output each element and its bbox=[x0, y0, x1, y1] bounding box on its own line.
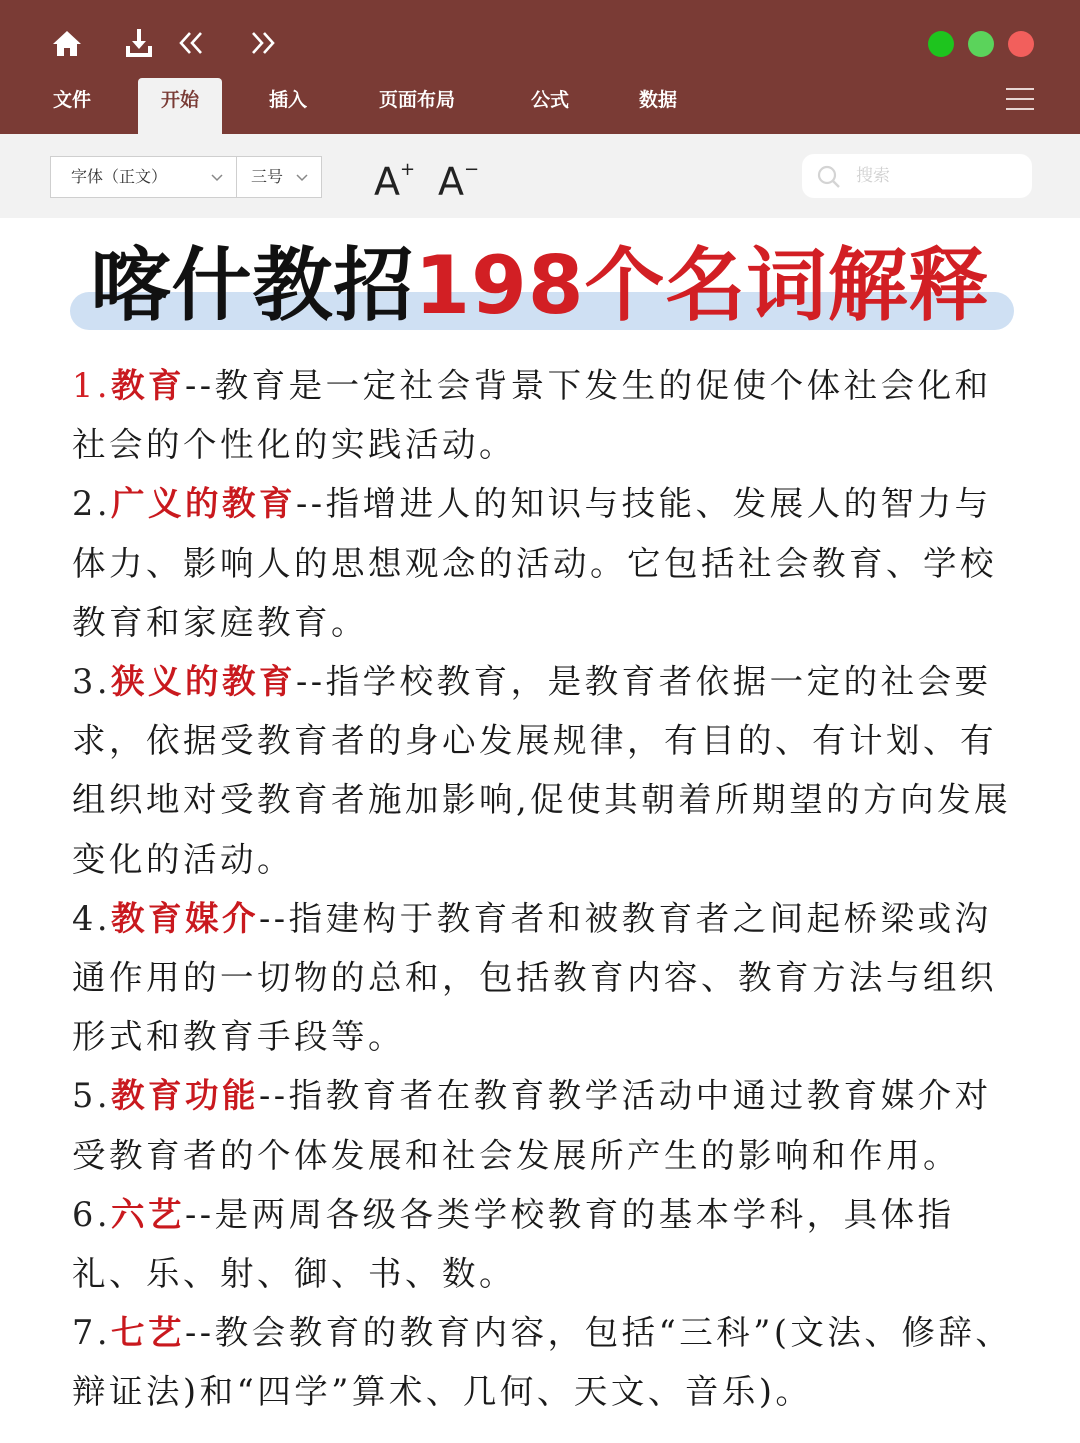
entry-text: --教育是一定社会背景下发生的促使个体社会化和社会的个性化的实践活动。 bbox=[72, 366, 992, 465]
font-family-select[interactable] bbox=[50, 156, 237, 198]
list-item bbox=[72, 1185, 1028, 1303]
entry-number: 3. bbox=[72, 662, 111, 702]
entry-term: 教育媒介 bbox=[110, 898, 259, 938]
tab-home[interactable]: 开始 bbox=[138, 78, 222, 134]
entry-number: 4. bbox=[72, 898, 111, 938]
entry-term: 教育 bbox=[110, 366, 185, 405]
list-item bbox=[72, 889, 1028, 1067]
title-bar bbox=[0, 0, 1080, 134]
entry-text: --指增进人的知识与技能、发展人的智力与体力、影响人的思想观念的活动。它包括社会教育、学校教育和家庭教育。 bbox=[72, 484, 997, 642]
entry-number: 6. bbox=[72, 1194, 111, 1234]
font-size-select[interactable] bbox=[236, 156, 322, 198]
font-size-value: 三号 bbox=[251, 167, 284, 186]
entry-term: 六艺 bbox=[110, 1194, 185, 1234]
entry-text: --指教育者在教育教学活动中通过教育媒介对受教育者的个体发展和社会发展所产生的影响和作用。 bbox=[72, 1076, 992, 1175]
list-item bbox=[72, 1066, 1028, 1184]
entry-term: 教育功能 bbox=[110, 1076, 259, 1116]
double-chevron-right-icon[interactable] bbox=[246, 26, 280, 60]
window-control-red-dot[interactable] bbox=[1008, 31, 1034, 57]
entry-number: 5. bbox=[72, 1076, 111, 1116]
tab-formula[interactable]: 公式 bbox=[530, 89, 569, 111]
list-item bbox=[72, 652, 1028, 889]
window-control-green-dot[interactable] bbox=[928, 31, 954, 57]
download-icon[interactable] bbox=[122, 26, 156, 60]
window-control-lightgreen-dot[interactable] bbox=[968, 31, 994, 57]
list-item bbox=[72, 474, 1028, 652]
entry-number: 7. bbox=[72, 1313, 111, 1353]
document-heading bbox=[0, 236, 1080, 346]
tab-file[interactable]: 文件 bbox=[52, 89, 91, 111]
entry-term: 广义的教育 bbox=[110, 484, 296, 524]
hamburger-menu-icon[interactable] bbox=[1006, 88, 1034, 112]
ribbon-tabs bbox=[0, 78, 1080, 134]
entry-text: --指建构于教育者和被教育者之间起桥梁或沟通作用的一切物的总和，包括教育内容、教育方法与组织形式和教育手段等。 bbox=[72, 898, 997, 1057]
tab-insert[interactable]: 插入 bbox=[268, 89, 307, 111]
font-family-value: 字体（正文） bbox=[71, 167, 168, 186]
entry-number: 2. bbox=[72, 484, 111, 524]
entry-text: --教会教育的教育内容，包括“三科”(文法、修辞、辩证法)和“四学”算术、几何、天文、音乐)。 bbox=[72, 1313, 1013, 1412]
format-toolbar bbox=[0, 134, 1080, 218]
tab-data[interactable]: 数据 bbox=[638, 89, 677, 111]
double-chevron-left-icon[interactable] bbox=[174, 26, 208, 60]
title-black-part: 喀什教招 bbox=[90, 239, 415, 332]
increase-font-button[interactable]: A+ bbox=[374, 159, 416, 204]
decrease-font-button[interactable]: A− bbox=[438, 159, 480, 204]
title-red-part: 198个名词解释 bbox=[414, 239, 990, 332]
list-item bbox=[72, 356, 1028, 474]
chevron-down-icon bbox=[210, 171, 224, 185]
entry-text: --是两周各级各类学校教育的基本学科，具体指礼、乐、射、御、书、数。 bbox=[72, 1194, 955, 1294]
search-field[interactable] bbox=[802, 154, 1032, 198]
list-item bbox=[72, 1303, 1028, 1421]
search-placeholder: 搜索 bbox=[856, 166, 890, 186]
search-icon bbox=[816, 164, 842, 190]
entry-term: 七艺 bbox=[110, 1313, 185, 1353]
entry-term: 狭义的教育 bbox=[110, 662, 296, 702]
document-body bbox=[72, 356, 1028, 1422]
entry-text: --指学校教育，是教育者依据一定的社会要求，依据受教育者的身心发展规律，有目的、有计划、有组织地对受教育者施加影响,促使其朝着所期望的方向发展变化的活动。 bbox=[72, 662, 1012, 879]
tab-page-layout[interactable]: 页面布局 bbox=[378, 89, 455, 111]
entry-number: 1. bbox=[72, 366, 111, 405]
home-icon[interactable] bbox=[50, 26, 84, 60]
chevron-down-icon bbox=[295, 171, 309, 185]
page-title bbox=[0, 236, 1080, 336]
